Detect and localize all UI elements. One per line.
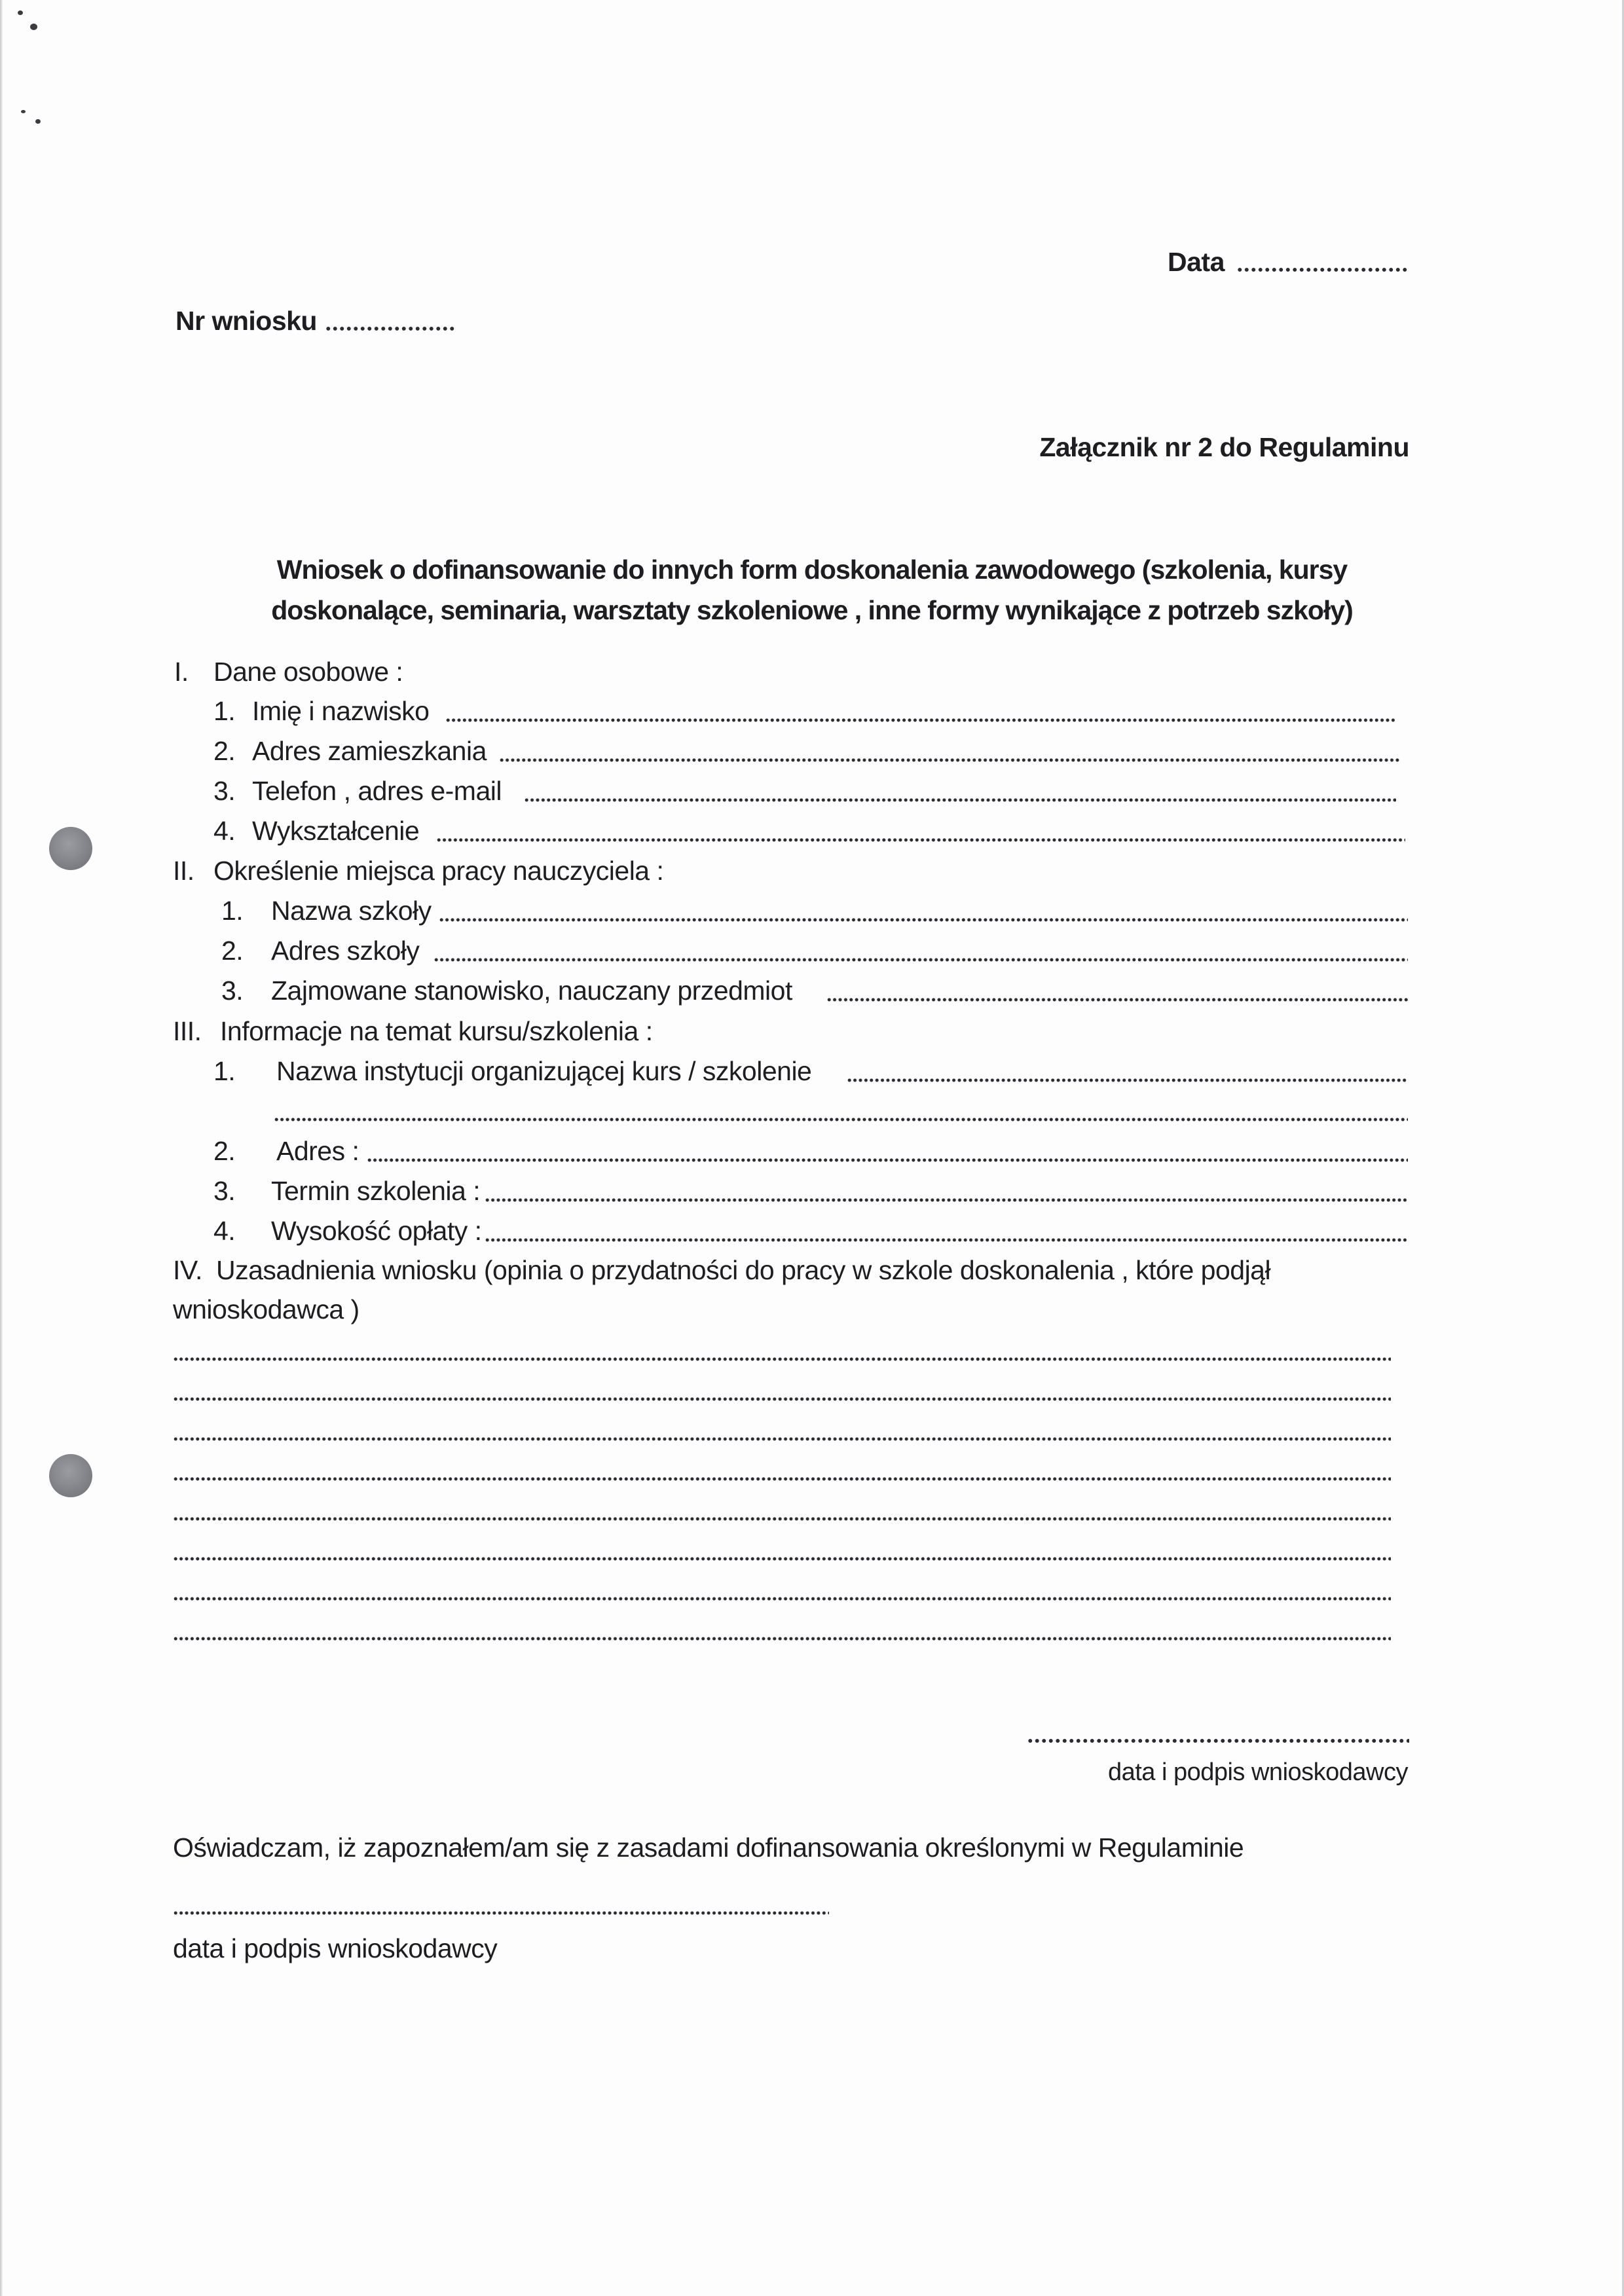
course-date-field[interactable] xyxy=(485,1197,1408,1203)
s1-item-1-num: 1. xyxy=(213,696,236,726)
request-number-field[interactable] xyxy=(175,308,317,335)
s3-item-3-label: Termin szkolenia : xyxy=(271,1176,481,1206)
date-dots[interactable] xyxy=(1236,267,1409,272)
school-name-field[interactable] xyxy=(439,917,1408,922)
signature-2-label: data i podpis wnioskodawcy xyxy=(173,1933,498,1963)
section-4-heading-line2: wnioskodawca ) xyxy=(173,1294,360,1324)
justification-line-8[interactable] xyxy=(173,1636,1391,1641)
scan-speck xyxy=(21,110,26,113)
s3-item-4-label: Wysokość opłaty : xyxy=(271,1216,482,1246)
school-address-field[interactable] xyxy=(434,957,1408,962)
justification-line-1[interactable] xyxy=(173,1357,1391,1362)
date-field[interactable] xyxy=(1168,249,1225,276)
form-title-line2: doskonalące, seminaria, warsztaty szkoleniowe , inne formy wynikające z potrzeb szkoły) xyxy=(271,595,1353,625)
justification-line-4[interactable] xyxy=(173,1476,1391,1482)
date-label: Data xyxy=(1168,247,1225,277)
justification-line-2[interactable] xyxy=(173,1396,1391,1402)
scan-speck xyxy=(18,10,23,15)
form-title-line1: Wniosek o dofinansowanie do innych form doskonalenia zawodowego (szkolenia, kursy xyxy=(276,555,1348,585)
s2-item-1-label: Nazwa szkoły xyxy=(271,896,432,926)
justification-line-6[interactable] xyxy=(173,1556,1391,1561)
scan-speck xyxy=(30,24,37,30)
scan-speck xyxy=(35,119,41,124)
course-address-field[interactable] xyxy=(367,1157,1408,1163)
justification-line-7[interactable] xyxy=(173,1596,1391,1601)
justification-line-3[interactable] xyxy=(173,1436,1391,1442)
signature-2-field[interactable] xyxy=(173,1910,829,1916)
s3-item-3-num: 3. xyxy=(213,1176,236,1206)
request-number-dots[interactable] xyxy=(325,326,456,331)
s2-item-1-num: 1. xyxy=(221,896,244,926)
s3-item-1-label: Nazwa instytucji organizującej kurs / szkolenie xyxy=(276,1056,812,1086)
s2-item-3-num: 3. xyxy=(221,975,244,1006)
section-1-numeral: I. xyxy=(174,657,189,687)
home-address-field[interactable] xyxy=(499,757,1399,763)
s1-item-3-num: 3. xyxy=(213,776,236,806)
section-3-heading: Informacje na temat kursu/szkolenia : xyxy=(220,1016,653,1046)
s3-item-2-num: 2. xyxy=(213,1136,236,1166)
s2-item-3-label: Zajmowane stanowisko, nauczany przedmiot xyxy=(271,975,792,1006)
section-3-numeral: III. xyxy=(173,1016,202,1046)
scan-left-edge xyxy=(0,0,3,2296)
signature-1-field[interactable] xyxy=(1027,1738,1409,1743)
s1-item-1-label: Imię i nazwisko xyxy=(252,696,430,726)
name-field[interactable] xyxy=(445,718,1395,723)
s1-item-3-label: Telefon , adres e-mail xyxy=(252,776,502,806)
statement-text: Oświadczam, iż zapoznałem/am się z zasadami dofinansowania określonymi w Regulaminie xyxy=(173,1832,1244,1863)
section-4-numeral: IV. xyxy=(173,1255,202,1285)
education-field[interactable] xyxy=(436,837,1405,843)
s1-item-4-num: 4. xyxy=(213,816,236,846)
s1-item-2-label: Adres zamieszkania xyxy=(252,736,487,766)
s2-item-2-label: Adres szkoły xyxy=(271,936,420,966)
section-2-heading: Określenie miejsca pracy nauczyciela : xyxy=(213,856,664,886)
justification-line-5[interactable] xyxy=(173,1516,1391,1522)
hole-punch-top xyxy=(49,827,92,870)
section-1-heading: Dane osobowe : xyxy=(213,657,403,687)
position-subject-field[interactable] xyxy=(826,997,1408,1002)
s1-item-2-num: 2. xyxy=(213,736,236,766)
phone-email-field[interactable] xyxy=(524,797,1396,803)
s3-item-4-num: 4. xyxy=(213,1216,236,1246)
s1-item-4-label: Wykształcenie xyxy=(252,816,420,846)
fee-amount-field[interactable] xyxy=(485,1237,1408,1243)
hole-punch-bottom xyxy=(49,1454,92,1497)
s3-item-2-label: Adres : xyxy=(276,1136,360,1166)
institution-name-field-continued[interactable] xyxy=(274,1117,1408,1122)
s3-item-1-num: 1. xyxy=(213,1056,236,1086)
request-number-label: Nr wniosku xyxy=(175,306,317,336)
section-4-heading-line1: Uzasadnienia wniosku (opinia o przydatności do pracy w szkole doskonalenia , które podjął xyxy=(216,1255,1271,1285)
institution-name-field[interactable] xyxy=(847,1078,1408,1083)
signature-1-label: data i podpis wnioskodawcy xyxy=(1107,1758,1408,1786)
section-2-numeral: II. xyxy=(173,856,194,886)
attachment-label: Załącznik nr 2 do Regulaminu xyxy=(1039,432,1409,462)
s2-item-2-num: 2. xyxy=(221,936,244,966)
